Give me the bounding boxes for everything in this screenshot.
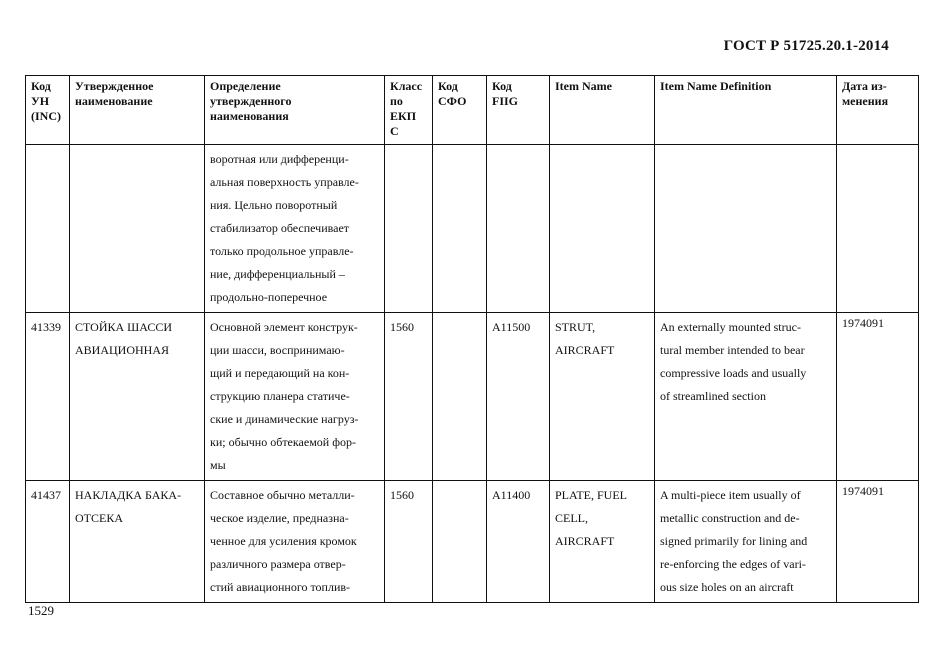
header-line: Определение <box>210 79 281 93</box>
table-row <box>26 313 919 481</box>
header-line: FIIG <box>492 94 519 108</box>
cell-line: Основной элемент конструк- <box>210 320 358 334</box>
cell-change-date <box>837 145 919 313</box>
cell-line: ческое изделие, предназна- <box>210 511 349 525</box>
catalog-table <box>25 75 919 603</box>
cell-line: ОТСЕКА <box>75 511 123 525</box>
cell-line: щий и передающий на кон- <box>210 366 350 380</box>
cell-line: струкцию планера статиче- <box>210 389 350 403</box>
page-number: 1529 <box>28 603 54 618</box>
cell-line: CELL, <box>555 511 588 525</box>
cell-sfo <box>433 313 487 481</box>
cell-item-definition <box>655 145 837 313</box>
cell-line: АВИАЦИОННАЯ <box>75 343 170 357</box>
cell-line: tural member intended to bear <box>660 343 805 357</box>
cell-sfo <box>433 145 487 313</box>
cell-line: A multi-piece item usually of <box>660 488 801 502</box>
cell-line: AIRCRAFT <box>555 534 615 548</box>
header-line: Код <box>438 79 458 93</box>
cell-code: 41339 <box>26 313 70 481</box>
header-line: (INC) <box>31 109 61 123</box>
cell-item-name <box>550 313 655 481</box>
cell-line: Составное обычно металли- <box>210 488 355 502</box>
cell-sfo <box>433 481 487 603</box>
cell-approved-name <box>70 481 205 603</box>
cell-line: AIRCRAFT <box>555 343 615 357</box>
cell-change-date: 1974091 <box>837 313 919 481</box>
cell-line: ции шасси, воспринимаю- <box>210 343 345 357</box>
cell-line: альная поверхность управле- <box>210 175 359 189</box>
header-definition <box>205 76 385 145</box>
cell-line: An externally mounted struc- <box>660 320 801 334</box>
cell-line: signed primarily for lining and <box>660 534 808 548</box>
cell-fiig: A11500 <box>487 313 550 481</box>
header-change-date <box>837 76 919 145</box>
header-code-fiig <box>487 76 550 145</box>
cell-line: мы <box>210 458 226 472</box>
header-line: Код <box>31 79 51 93</box>
cell-fiig <box>487 145 550 313</box>
cell-line: ния. Цельно поворотный <box>210 198 338 212</box>
cell-approved-name <box>70 145 205 313</box>
cell-code <box>26 145 70 313</box>
header-class-ekps <box>385 76 433 145</box>
cell-line: of streamlined section <box>660 389 766 403</box>
cell-class: 1560 <box>385 313 433 481</box>
header-line: С <box>390 124 399 138</box>
header-line: Дата из- <box>842 79 887 93</box>
cell-approved-name <box>70 313 205 481</box>
header-line: по <box>390 94 403 108</box>
document-standard-code: ГОСТ Р 51725.20.1-2014 <box>723 38 889 54</box>
header-line: СФО <box>438 94 467 108</box>
header-line: наименование <box>75 94 153 108</box>
cell-line: re-enforcing the edges of vari- <box>660 557 806 571</box>
cell-line: воротная или дифференци- <box>210 152 349 166</box>
cell-line: ки; обычно обтекаемой фор- <box>210 435 356 449</box>
cell-line: PLATE, FUEL <box>555 488 627 502</box>
cell-definition <box>205 481 385 603</box>
table-body <box>26 145 919 603</box>
header-line: Код <box>492 79 512 93</box>
header-item-name-definition <box>655 76 837 145</box>
table-row <box>26 145 919 313</box>
header-code-inc <box>26 76 70 145</box>
cell-line: продольно-поперечное <box>210 290 328 304</box>
cell-line: ченное для усиления кромок <box>210 534 357 548</box>
header-line: Item Name Definition <box>660 79 772 93</box>
cell-line: compressive loads and usually <box>660 366 807 380</box>
cell-change-date: 1974091 <box>837 481 919 603</box>
cell-line: стий авиационного топлив- <box>210 580 351 594</box>
cell-line: стабилизатор обеспечивает <box>210 221 350 235</box>
cell-line: только продольное управле- <box>210 244 354 258</box>
header-line: Item Name <box>555 79 612 93</box>
cell-fiig: A11400 <box>487 481 550 603</box>
header-line: Класс <box>390 79 423 93</box>
header-line: наименования <box>210 109 289 123</box>
header-line: Утвержденное <box>75 79 154 93</box>
table-row <box>26 481 919 603</box>
cell-definition <box>205 145 385 313</box>
cell-code: 41437 <box>26 481 70 603</box>
header-approved-name <box>70 76 205 145</box>
cell-item-definition <box>655 481 837 603</box>
header-code-sfo <box>433 76 487 145</box>
header-line: менения <box>842 94 889 108</box>
cell-definition <box>205 313 385 481</box>
header-item-name <box>550 76 655 145</box>
cell-item-name <box>550 481 655 603</box>
cell-line: metallic construction and de- <box>660 511 800 525</box>
cell-line: ские и динамические нагруз- <box>210 412 359 426</box>
cell-class <box>385 145 433 313</box>
cell-line: STRUT, <box>555 320 596 334</box>
cell-line: НАКЛАДКА БАКА- <box>75 488 182 502</box>
header-line: УН <box>31 94 50 108</box>
cell-line: различного размера отвер- <box>210 557 346 571</box>
cell-line: ние, дифференциальный – <box>210 267 345 281</box>
cell-item-name <box>550 145 655 313</box>
cell-line: СТОЙКА ШАССИ <box>75 320 173 334</box>
table-header-row <box>26 76 919 145</box>
header-line: утвержденного <box>210 94 292 108</box>
header-line: ЕКП <box>390 109 417 123</box>
cell-item-definition <box>655 313 837 481</box>
cell-class: 1560 <box>385 481 433 603</box>
cell-line: ous size holes on an aircraft <box>660 580 794 594</box>
